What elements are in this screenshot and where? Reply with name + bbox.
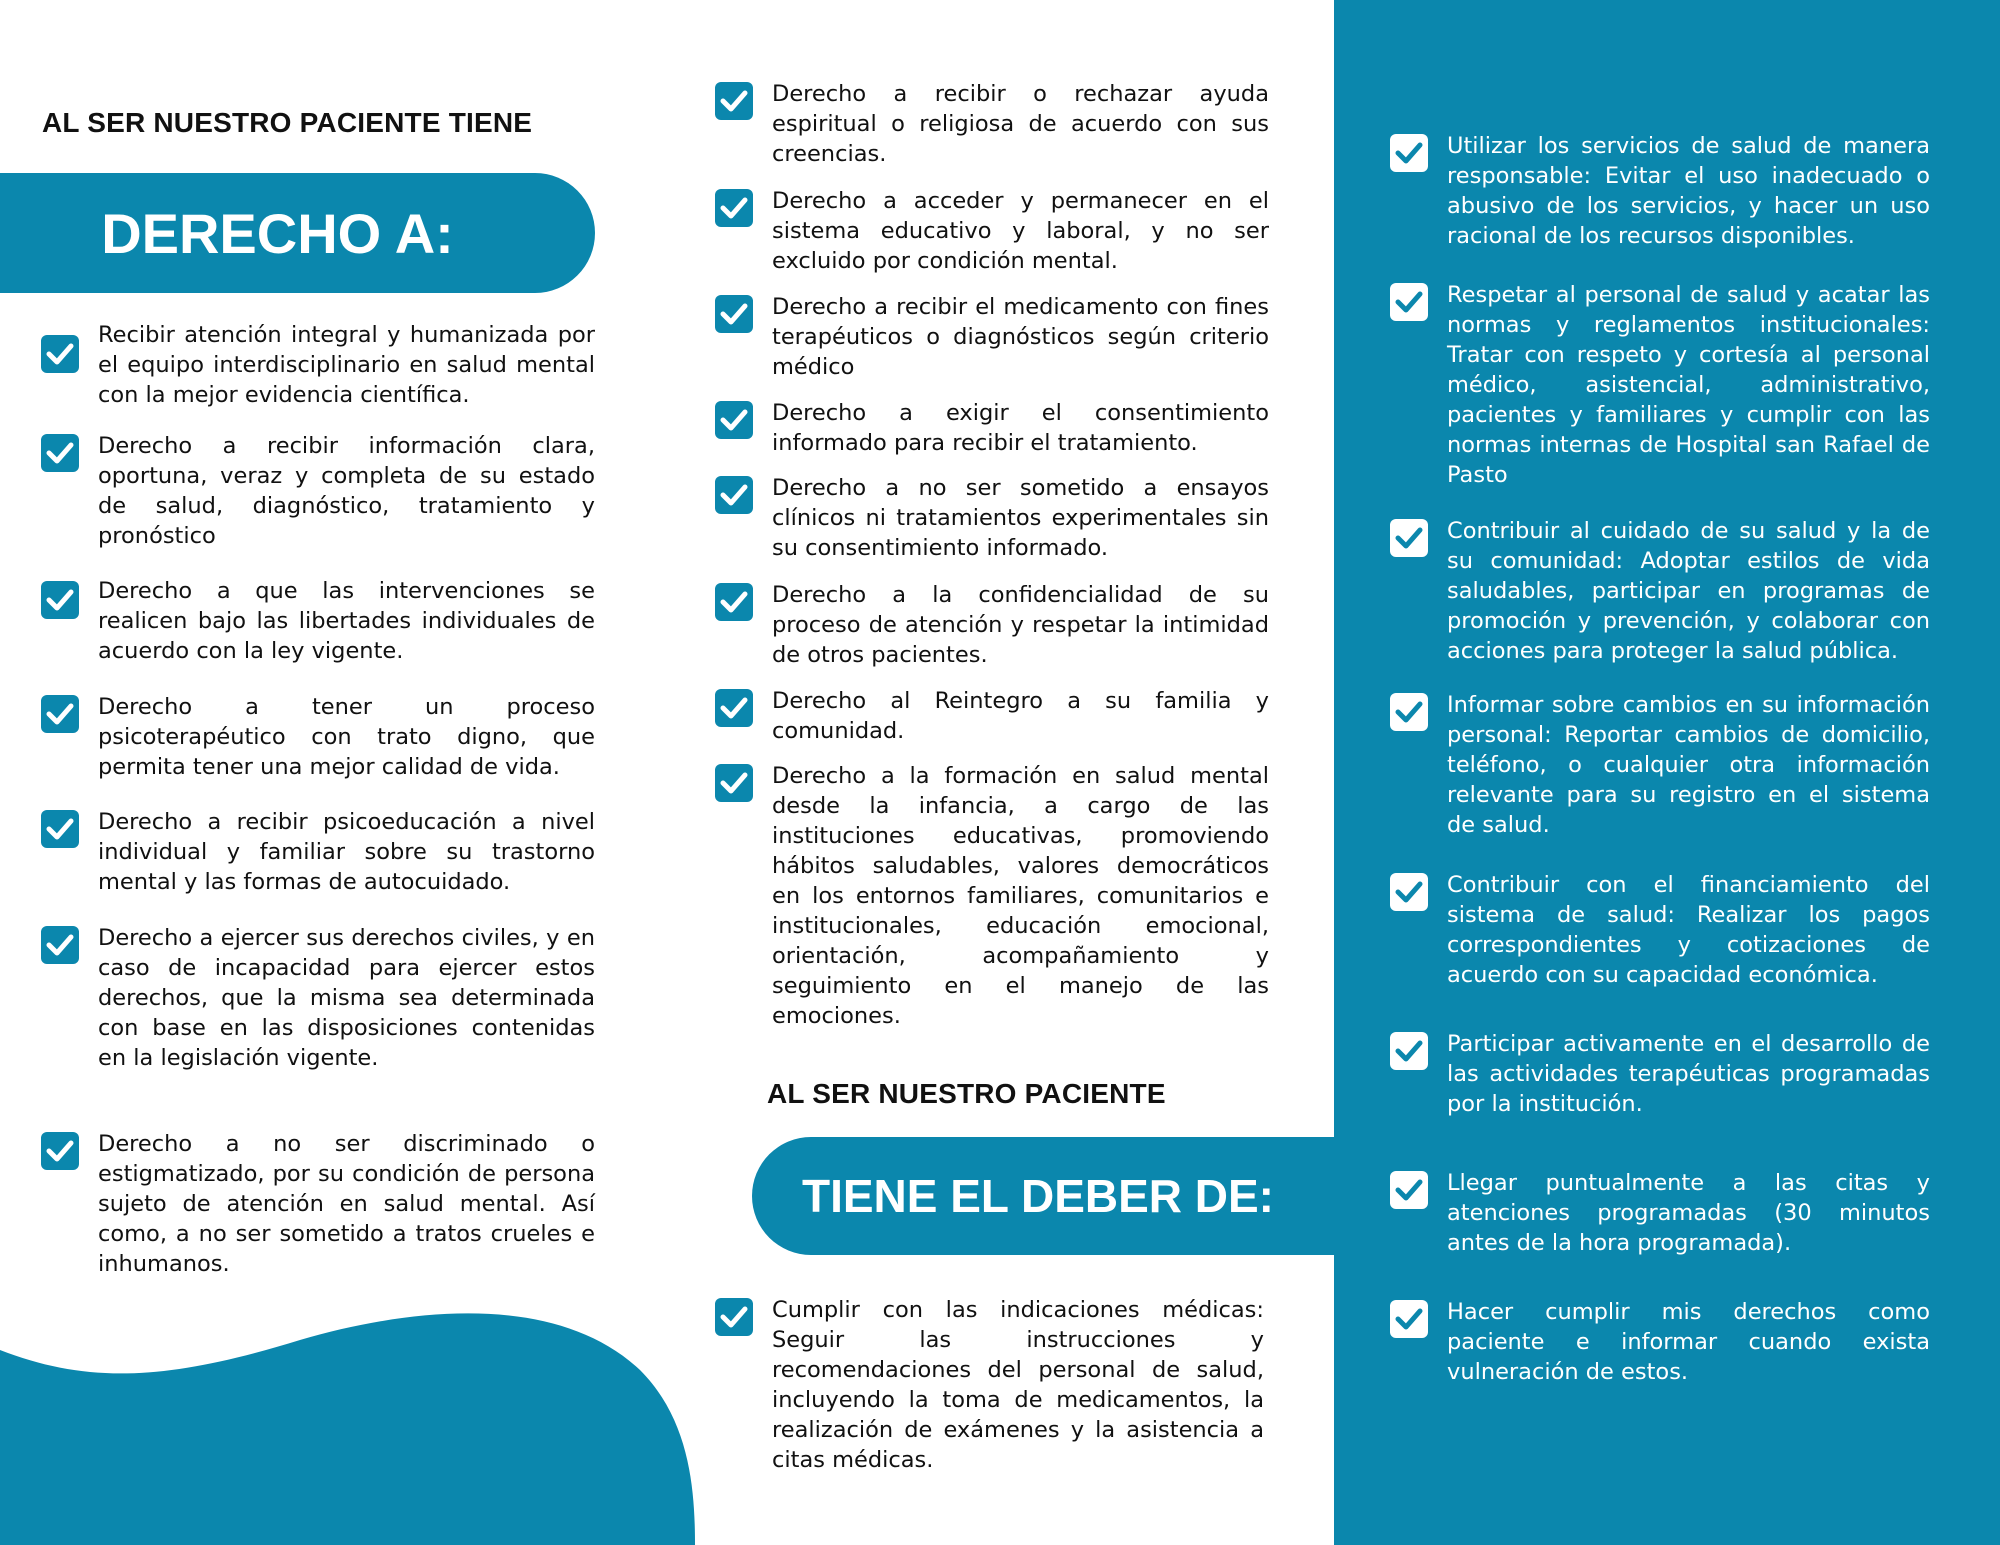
- list-item-text: Recibir atención integral y humanizada por el equipo interdisciplinario en salud mental con la mejor evidencia científica.: [98, 322, 595, 408]
- checkbox-check-icon: [40, 809, 80, 849]
- list-item-text: Cumplir con las indicaciones médicas: Seguir las instrucciones y recomendaciones del personal de salud, incluyendo la toma de medicamentos, la realización de exámenes y la asistencia a citas médicas.: [772, 1297, 1264, 1473]
- checkbox-check-icon: [714, 400, 754, 440]
- duty-item: [1389, 131, 1930, 251]
- checkbox-check-icon: [40, 694, 80, 734]
- checkbox-check-icon: [714, 81, 754, 121]
- duty-item: [1389, 870, 1930, 990]
- rights-title-pill: [0, 173, 595, 293]
- list-item-text: Hacer cumplir mis derechos como paciente e informar cuando exista vulneración de estos.: [1447, 1299, 1930, 1385]
- right-item: [40, 1129, 595, 1279]
- checkbox-check-icon: [40, 1131, 80, 1171]
- rights-intro-heading: AL SER NUESTRO PACIENTE TIENE: [42, 107, 533, 138]
- right-item: [40, 692, 595, 782]
- list-item-text: Derecho a no ser sometido a ensayos clínicos ni tratamientos experimentales sin su consentimiento informado.: [772, 475, 1269, 561]
- duty-item: [1389, 516, 1930, 666]
- list-item-text: Derecho a recibir psicoeducación a nivel individual y familiar sobre su trastorno mental y las formas de autocuidado.: [98, 809, 595, 895]
- list-item-text: Derecho a la formación en salud mental desde la infancia, a cargo de las instituciones educativas, promoviendo hábitos saludables, valores democráticos en los entornos familiares, comunitarios e institucionales, educación emocional, orientación, acompañamiento y seguimiento en el manejo de las emociones.: [772, 763, 1269, 1029]
- checkbox-check-icon: [714, 1297, 754, 1337]
- checkbox-check-icon: [1389, 692, 1429, 732]
- list-item-text: Utilizar los servicios de salud de manera responsable: Evitar el uso inadecuado o abusivo de los servicios, y hacer un uso racional de los recursos disponibles.: [1447, 133, 1930, 249]
- right-item: [714, 186, 1269, 276]
- duties-title: TIENE EL DEBER DE:: [802, 1170, 1274, 1222]
- checkbox-check-icon: [1389, 1031, 1429, 1071]
- checkbox-check-icon: [714, 294, 754, 334]
- duty-item: [1389, 690, 1930, 840]
- right-item: [714, 398, 1269, 458]
- duties-title-pill: [752, 1137, 1334, 1255]
- list-item-text: Derecho a acceder y permanecer en el sistema educativo y laboral, y no ser excluido por condición mental.: [772, 188, 1269, 274]
- duty-item: [1389, 1029, 1930, 1119]
- duty-item: [714, 1295, 1264, 1475]
- list-item-text: Participar activamente en el desarrollo de las actividades terapéuticas programadas por la institución.: [1447, 1031, 1930, 1117]
- right-item: [714, 686, 1269, 746]
- checkbox-check-icon: [714, 688, 754, 728]
- right-item: [714, 761, 1269, 1031]
- checkbox-check-icon: [40, 334, 80, 374]
- checkbox-check-icon: [40, 925, 80, 965]
- list-item-text: Derecho a exigir el consentimiento informado para recibir el tratamiento.: [772, 400, 1269, 456]
- list-item-text: Llegar puntualmente a las citas y atenciones programadas (30 minutos antes de la hora programada).: [1447, 1170, 1930, 1256]
- checkbox-check-icon: [40, 433, 80, 473]
- rights-title: DERECHO A:: [101, 201, 454, 265]
- right-item: [40, 576, 595, 666]
- list-item-text: Derecho a recibir o rechazar ayuda espiritual o religiosa de acuerdo con sus creencias.: [772, 81, 1269, 167]
- right-item: [714, 292, 1269, 382]
- duty-item: [1389, 1297, 1930, 1387]
- list-item-text: Derecho a no ser discriminado o estigmatizado, por su condición de persona sujeto de atención en salud mental. Así como, a no ser sometido a tratos crueles e inhumanos.: [98, 1131, 595, 1277]
- checkbox-check-icon: [1389, 282, 1429, 322]
- checkbox-check-icon: [40, 580, 80, 620]
- list-item-text: Derecho a recibir el medicamento con fines terapéuticos o diagnósticos según criterio médico: [772, 294, 1269, 380]
- list-item-text: Respetar al personal de salud y acatar las normas y reglamentos institucionales: Tratar con respeto y cortesía al personal médico, asistencial, administrativo, pacientes y familiares y cumplir con las normas internas de Hospital san Rafael de Pasto: [1447, 282, 1930, 488]
- list-item-text: Contribuir al cuidado de su salud y la de su comunidad: Adoptar estilos de vida saludables, participar en programas de promoción y prevención, y colaborar con acciones para proteger la salud pública.: [1447, 518, 1930, 664]
- list-item-text: Contribuir con el financiamiento del sistema de salud: Realizar los pagos correspondientes y cotizaciones de acuerdo con su capacidad económica.: [1447, 872, 1930, 988]
- checkbox-check-icon: [1389, 518, 1429, 558]
- list-item-text: Derecho a la confidencialidad de su proceso de atención y respetar la intimidad de otros pacientes.: [772, 582, 1269, 668]
- list-item-text: Derecho a ejercer sus derechos civiles, y en caso de incapacidad para ejercer estos derechos, que la misma sea determinada con base en las disposiciones contenidas en la legislación vigente.: [98, 925, 595, 1071]
- right-item: [714, 473, 1269, 563]
- right-item: [40, 807, 595, 897]
- checkbox-check-icon: [714, 475, 754, 515]
- checkbox-check-icon: [1389, 872, 1429, 912]
- checkbox-check-icon: [1389, 133, 1429, 173]
- list-item-text: Derecho a tener un proceso psicoterapéutico con trato digno, que permita tener una mejor calidad de vida.: [98, 694, 595, 780]
- right-item: [40, 320, 595, 410]
- checkbox-check-icon: [714, 188, 754, 228]
- right-item: [40, 923, 595, 1073]
- checkbox-check-icon: [1389, 1299, 1429, 1339]
- list-item-text: Derecho a recibir información clara, oportuna, veraz y completa de su estado de salud, diagnóstico, tratamiento y pronóstico: [98, 433, 595, 549]
- duties-intro-heading: AL SER NUESTRO PACIENTE: [767, 1078, 1166, 1109]
- checkbox-check-icon: [1389, 1170, 1429, 1210]
- decorative-wave: [0, 1300, 700, 1545]
- list-item-text: Informar sobre cambios en su información personal: Reportar cambios de domicilio, teléfono, o cualquier otra información relevante para su registro en el sistema de salud.: [1447, 692, 1930, 838]
- list-item-text: Derecho al Reintegro a su familia y comunidad.: [772, 688, 1269, 744]
- list-item-text: Derecho a que las intervenciones se realicen bajo las libertades individuales de acuerdo con la ley vigente.: [98, 578, 595, 664]
- duty-item: [1389, 280, 1930, 490]
- checkbox-check-icon: [714, 582, 754, 622]
- duty-item: [1389, 1168, 1930, 1258]
- right-item: [40, 431, 595, 551]
- right-item: [714, 79, 1269, 169]
- right-item: [714, 580, 1269, 670]
- checkbox-check-icon: [714, 763, 754, 803]
